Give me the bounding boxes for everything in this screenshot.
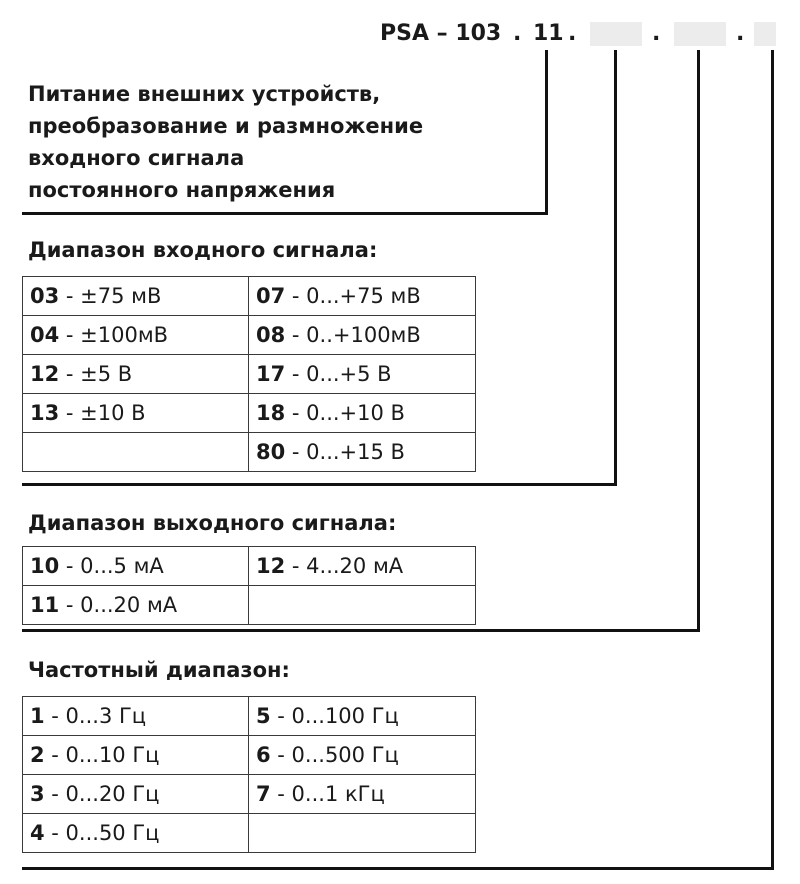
- option-value: - 0..+100мВ: [285, 323, 421, 347]
- option-code: 6: [256, 743, 271, 767]
- table-cell: [249, 277, 476, 316]
- option-code: 5: [256, 704, 271, 728]
- option-code: 18: [256, 401, 286, 425]
- table-cell: [249, 814, 476, 853]
- option-value: - 0...10 Гц: [44, 743, 160, 767]
- option-code: 17: [256, 362, 286, 386]
- table-row: [23, 394, 476, 433]
- option-code: 4: [30, 821, 45, 845]
- table-cell: [249, 355, 476, 394]
- table-row: [23, 277, 476, 316]
- option-value: - 4...20 мА: [285, 554, 404, 578]
- table-cell: [249, 775, 476, 814]
- table-cell: [23, 586, 249, 625]
- table-row: [23, 775, 476, 814]
- option-value: - 0...1 кГц: [270, 782, 385, 806]
- connector-vertical-3: [697, 50, 700, 632]
- option-value: - 0...+15 В: [285, 440, 405, 464]
- option-value: - 0...3 Гц: [44, 704, 147, 728]
- input-range-table: [22, 276, 476, 472]
- connector-horizontal-2: [22, 483, 617, 486]
- output-code-placeholder: [674, 22, 726, 46]
- option-code: 10: [30, 554, 60, 578]
- option-code: 2: [30, 743, 45, 767]
- table-cell: [23, 775, 249, 814]
- option-value: - 0...5 мА: [59, 554, 164, 578]
- option-value: - 0...50 Гц: [44, 821, 160, 845]
- frequency-range-table: [22, 696, 476, 853]
- input-range-title: Диапазон входного сигнала:: [28, 238, 378, 262]
- option-value: - ±10 В: [59, 401, 146, 425]
- frequency-code-placeholder: [754, 22, 776, 46]
- code-dot-3: .: [652, 21, 661, 46]
- option-code: 12: [30, 362, 60, 386]
- output-range-table: [22, 546, 476, 625]
- option-code: 04: [30, 323, 60, 347]
- connector-horizontal-1: [22, 212, 548, 215]
- option-code: 08: [256, 323, 286, 347]
- table-row: [23, 355, 476, 394]
- code-dot-4: .: [736, 21, 745, 46]
- option-code: 13: [30, 401, 60, 425]
- table-cell: [23, 433, 249, 472]
- table-row: [23, 736, 476, 775]
- table-row: [23, 814, 476, 853]
- option-value: - ±5 В: [59, 362, 133, 386]
- connector-horizontal-4: [22, 867, 774, 870]
- option-value: - 0...20 мА: [59, 593, 178, 617]
- connector-vertical-4: [771, 50, 774, 870]
- connector-vertical-2: [614, 50, 617, 486]
- option-value: - ±100мВ: [59, 323, 169, 347]
- device-description: Питание внешних устройств, преобразование и размножение входного сигнала постоянного напряжения: [28, 82, 424, 202]
- model-prefix: PSA – 103: [380, 21, 502, 46]
- option-value: - 0...+75 мВ: [285, 284, 421, 308]
- table-row: [23, 586, 476, 625]
- table-cell: [23, 277, 249, 316]
- option-code: 1: [30, 704, 45, 728]
- table-cell: [249, 697, 476, 736]
- option-code: 80: [256, 440, 286, 464]
- table-cell: [23, 547, 249, 586]
- table-row: [23, 547, 476, 586]
- table-cell: [249, 316, 476, 355]
- option-value: - ±75 мВ: [59, 284, 162, 308]
- connector-horizontal-3: [22, 629, 700, 632]
- code-dot-2: .: [568, 21, 577, 46]
- table-row: [23, 697, 476, 736]
- option-value: - 0...20 Гц: [44, 782, 160, 806]
- option-code: 03: [30, 284, 60, 308]
- connector-vertical-1: [545, 50, 548, 215]
- table-cell: [249, 394, 476, 433]
- table-cell: [249, 736, 476, 775]
- output-range-title: Диапазон выходного сигнала:: [28, 511, 397, 535]
- input-code-placeholder: [590, 22, 642, 46]
- option-code: 11: [30, 593, 60, 617]
- table-cell: [23, 814, 249, 853]
- table-cell: [23, 736, 249, 775]
- table-row: [23, 316, 476, 355]
- option-value: - 0...+10 В: [285, 401, 405, 425]
- table-cell: [23, 355, 249, 394]
- table-cell: [249, 547, 476, 586]
- table-cell: [23, 697, 249, 736]
- option-code: 12: [256, 554, 286, 578]
- model-segment: 11: [533, 21, 564, 46]
- code-dot-1: .: [513, 21, 522, 46]
- option-value: - 0...100 Гц: [270, 704, 399, 728]
- table-cell: [249, 586, 476, 625]
- table-row: [23, 433, 476, 472]
- frequency-range-title: Частотный диапазон:: [28, 658, 290, 682]
- table-cell: [23, 316, 249, 355]
- table-cell: [249, 433, 476, 472]
- table-cell: [23, 394, 249, 433]
- option-code: 07: [256, 284, 286, 308]
- option-code: 7: [256, 782, 271, 806]
- option-value: - 0...+5 В: [285, 362, 392, 386]
- model-code: [380, 16, 501, 52]
- option-value: - 0...500 Гц: [270, 743, 399, 767]
- option-code: 3: [30, 782, 45, 806]
